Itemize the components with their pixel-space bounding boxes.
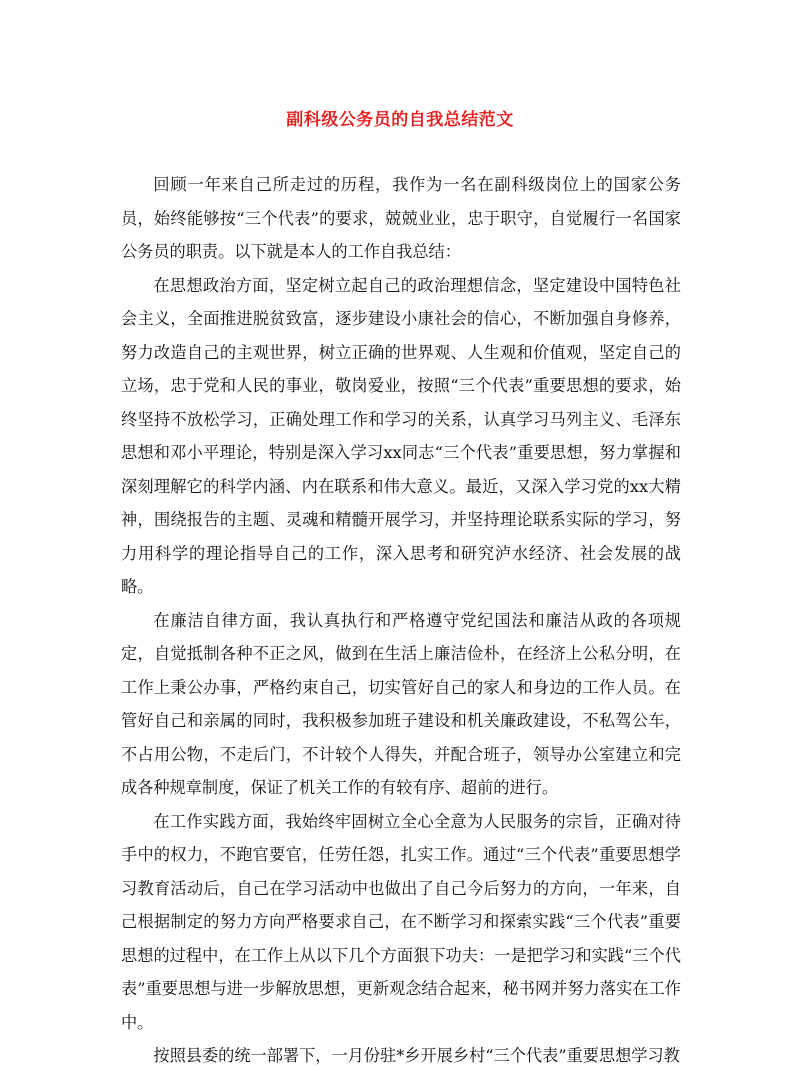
paragraph-intro: 回顾一年来自己所走过的历程，我作为一名在副科级岗位上的国家公务员，始终能够按“三个代表”的要求，兢兢业业，忠于职守，自觉履行一名国家公务员的职责。以下就是本人的工作自我总结： — [121, 175, 681, 261]
paragraph-political-thought: 在思想政治方面，坚定树立起自己的政治理想信念，坚定建设中国特色社会主义，全面推进脱贫致富，逐步建设小康社会的信心，不断加强自身修养，努力改造自己的主观世界，树立正确的世界观、人生观和价值观，坚定自己的立场，忠于党和人民的事业，敬岗爱业，按照“三个代表”重要思想的要求，始终坚持不放松学习，正确处理工作和学习的关系，认真学习马列主义、毛泽东思想和邓小平理论，特别是深入学习xx同志“三个代表”重要思想，努力掌握和深刻理解它的科学内涵、内在联系和伟大意义。最近，又深入学习党的xx大精神，围绕报告的主题、灵魂和精髓开展学习，并坚持理论联系实际的学习，努力用科学的理论指导自己的工作，深入思考和研究泸水经济、社会发展的战略。 — [121, 275, 681, 596]
document-title: 副科级公务员的自我总结范文 — [286, 110, 514, 130]
paragraph-integrity: 在廉洁自律方面，我认真执行和严格遵守党纪国法和廉洁从政的各项规定，自觉抵制各种不正之风，做到在生活上廉洁俭朴，在经济上公私分明，在工作上秉公办事，严格约束自己，切实管好自己的家人和身边的工作人员。在管好自己和亲属的同时，我积极参加班子建设和机关廉政建设，不私驾公车，不占用公物，不走后门，不计较个人得失，并配合班子，领导办公室建立和完成各种规章制度，保证了机关工作的有较有序、超前的进行。 — [121, 610, 681, 797]
paragraph-work-practice: 在工作实践方面，我始终牢固树立全心全意为人民服务的宗旨，正确对待手中的权力，不跑官要官，任劳任怨，扎实工作。通过“三个代表”重要思想学习教育活动后，自己在学习活动中也做出了自己今后努力的方向，一年来，自己根据制定的努力方向严格要求自己，在不断学习和探索实践“三个代表”重要思想的过程中，在工作上从以下几个方面狠下功夫：一是把学习和实践“三个代表”重要思想与进一步解放思想，更新观念结合起来，秘书网并努力落实在工作中。 — [121, 811, 681, 1032]
paragraph-deployment: 按照县委的统一部署下，一月份驻*乡开展乡村“三个代表”重要思想学习教 — [153, 1046, 680, 1065]
document-body — [121, 168, 681, 1073]
